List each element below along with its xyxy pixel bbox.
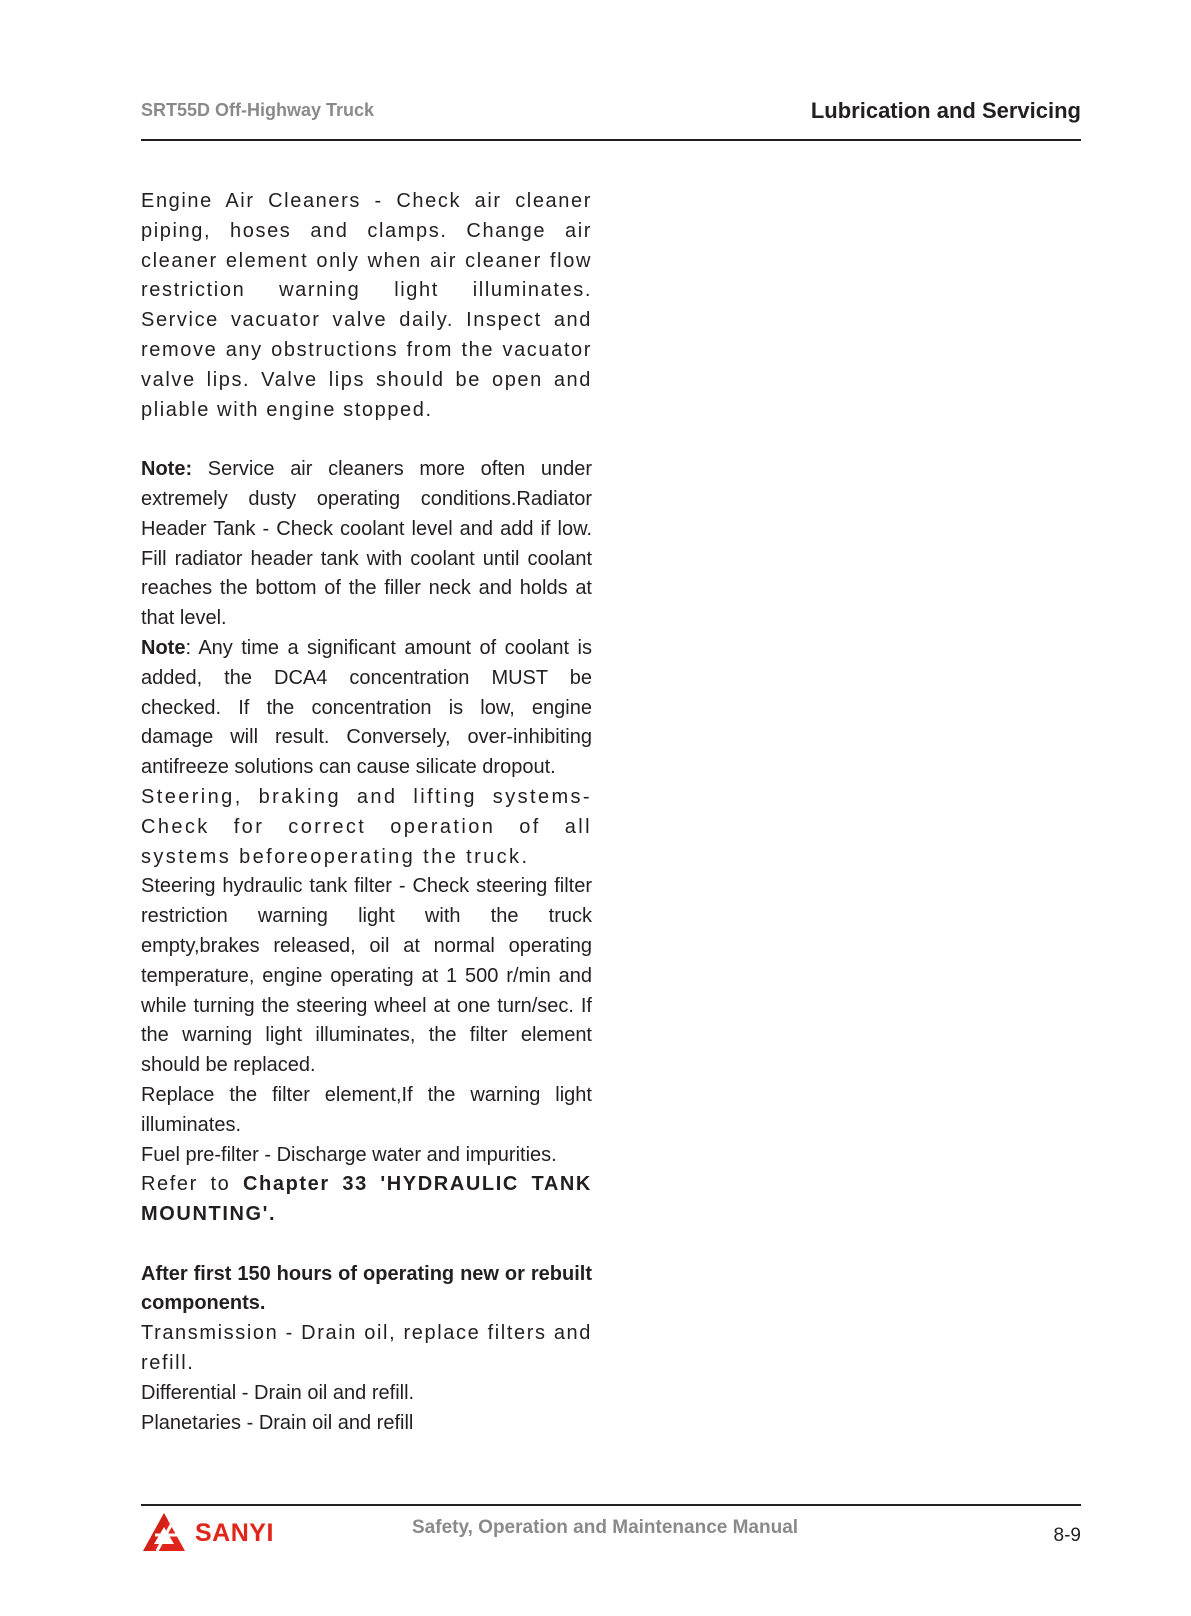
differential-item: Differential - Drain oil and refill. <box>141 1381 415 1404</box>
fuel-prefilter-paragraph: Fuel pre-filter - Discharge water and impurities. <box>141 1143 557 1166</box>
header-divider <box>141 139 1081 141</box>
replace-filter-paragraph: Replace the filter element,If the warning light illuminates. <box>141 1083 592 1136</box>
sanyi-logo-icon <box>141 1511 187 1555</box>
note-label: Note <box>141 636 186 659</box>
footer-manual-title: Safety, Operation and Maintenance Manual <box>412 1517 799 1538</box>
sanyi-logo <box>141 1511 274 1555</box>
engine-air-cleaners-paragraph: Engine Air Cleaners - Check air cleaner piping, hoses and clamps. Change air cleaner element only when air cleaner flow restriction warning light illuminates. Service vacuator valve daily. Inspect and remove any obstructions from the vacuator valve lips. Valve lips should be open and pliable with engine stopped. <box>141 190 592 421</box>
note-service-air-cleaners <box>141 455 592 634</box>
reference-chapter-link: Chapter 33 'HYDRAULIC TANK MOUNTING'. <box>141 1173 592 1226</box>
header-document-title: SRT55D Off-Highway Truck <box>141 100 375 120</box>
sanyi-logo-text: SANYI <box>195 1518 274 1547</box>
footer-divider <box>141 1504 1081 1506</box>
paragraph-spacer <box>141 1230 592 1260</box>
page-number: 8-9 <box>1053 1525 1081 1546</box>
steering-filter-paragraph: Steering hydraulic tank filter - Check steering filter restriction warning light with the truck empty,brakes released, oil at normal operating temperature, engine operating at 1 500 r/min and while turning the steering wheel at one turn/sec. If the warning light illuminates, the filter element should be replaced. <box>141 875 592 1077</box>
chapter-reference <box>141 1170 592 1230</box>
after-150-hours-heading: After first 150 hours of operating new or rebuilt components. <box>141 1262 592 1315</box>
note-text: Service air cleaners more often under extremely dusty operating conditions.Radiator Header Tank - Check coolant level and add if low. Fill radiator header tank with coolant until coolant reaches the bottom of the filler neck and holds at that level. <box>141 458 592 630</box>
steering-braking-lifting-paragraph: Steering, braking and lifting systems- Check for correct operation of all systems beforeoperating the truck. <box>141 785 592 868</box>
note-coolant-dca4 <box>141 634 592 783</box>
paragraph-spacer <box>141 425 592 455</box>
note-text: : Any time a significant amount of coolant is added, the DCA4 concentration MUST be checked. If the concentration is low, engine damage will result. Conversely, over-inhibiting antifreeze solutions can cause silicate dropout. <box>141 636 592 779</box>
planetaries-item: Planetaries - Drain oil and refill <box>141 1411 414 1434</box>
note-label: Note: <box>141 458 193 481</box>
transmission-item: Transmission - Drain oil, replace filters and refill. <box>141 1322 592 1375</box>
reference-prefix: Refer to <box>141 1173 243 1196</box>
header-section-title: Lubrication and Servicing <box>810 98 1081 123</box>
page-body <box>141 187 592 1438</box>
